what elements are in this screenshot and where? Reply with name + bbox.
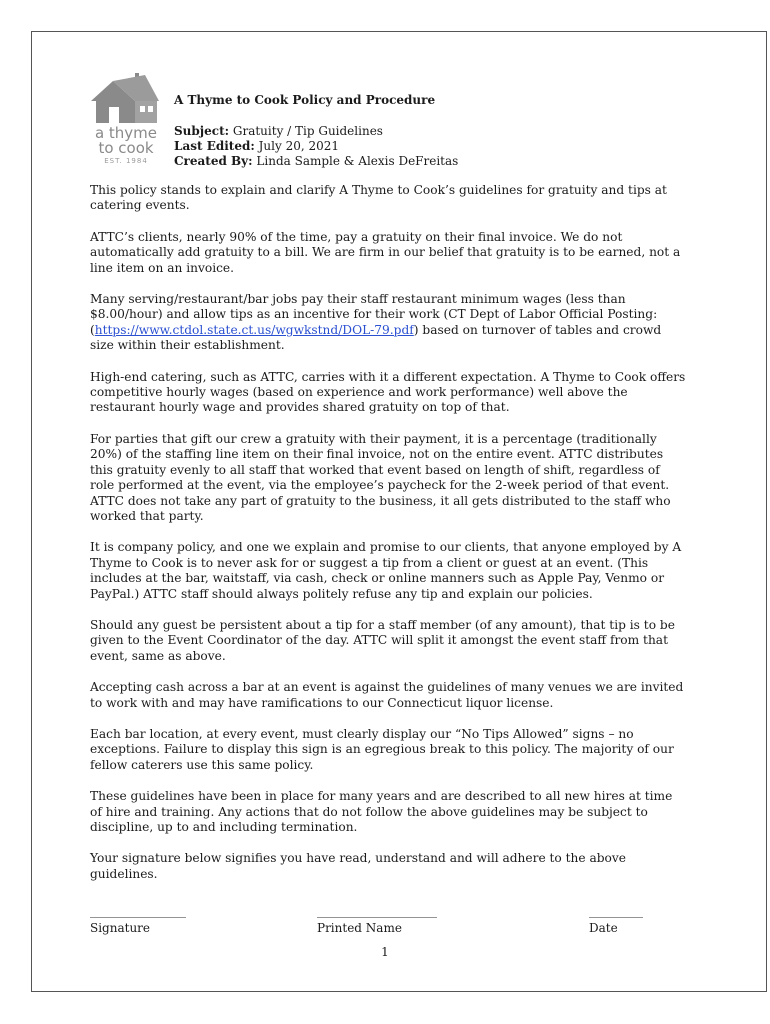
last-edited-label: Last Edited: — [174, 139, 255, 153]
paragraph-text: ) based on turnover of tables and crowd size within their establishment. — [90, 322, 662, 353]
last-edited-value: July 20, 2021 — [258, 139, 340, 153]
date-line[interactable]: _________ — [589, 904, 643, 918]
paragraph-minimum-wage — [90, 292, 686, 354]
paragraph-persistent-guest: Should any guest be persistent about a tip for a staff member (of any amount), that tip is to be given to the Event Coordinator of the day. ATTC will split it amongst the event staff from that event, same as above. — [90, 617, 675, 663]
policy-body — [90, 183, 686, 898]
page-number: 1 — [381, 945, 389, 959]
subject-label: Subject: — [174, 124, 230, 138]
paragraph-clients: ATTC’s clients, nearly 90% of the time, pay a gratuity on their final invoice. We do not automatically add gratuity to a bill. We are firm in our belief that gratuity is to be earned, not a line item on an invoice. — [90, 229, 681, 275]
paragraph-cash-bar: Accepting cash across a bar at an event is against the guidelines of many venues we are invited to work with and may have ramifications to our Connecticut liquor license. — [90, 680, 684, 710]
created-by-line — [174, 154, 458, 169]
dol-posting-link[interactable]: https://www.ctdol.state.ct.us/wgwkstnd/DOL-79.pdf — [94, 322, 414, 337]
logo-wordmark-line2: to cook — [98, 139, 154, 157]
paragraph-acknowledgement: Your signature below signifies you have read, understand and will adhere to the above guidelines. — [90, 851, 626, 881]
printed-name-label: Printed Name — [317, 921, 402, 935]
subject-line — [174, 124, 458, 139]
created-by-value: Linda Sample & Alexis DeFreitas — [256, 154, 459, 168]
signature-line[interactable]: ________________ — [90, 904, 186, 918]
created-by-label: Created By: — [174, 154, 253, 168]
paragraph-gratuity-distribution: For parties that gift our crew a gratuity with their payment, it is a percentage (traditionally 20%) of the staffing line item on their final invoice, not on the entire event. ATTC distributes this gratuity evenly to all staff that worked that event based on length of shift, regardless of role performed at the event, via the employee’s paycheck for the 2-week period of that event. ATTC does not take any part of gratuity to the business, it all gets distributed to the staff who worked that party. — [90, 431, 671, 523]
printed-name-block — [317, 903, 437, 937]
house-logo-icon — [91, 71, 161, 127]
paragraph-discipline: These guidelines have been in place for many years and are described to all new hires at time of hire and training. Any actions that do not follow the above guidelines may be subject to discipline, up to and including termination. — [90, 789, 673, 834]
paragraph-text: Many serving/restaurant/bar jobs pay their staff restaurant minimum wages (less than $8.00/hour) and allow tips as an incentive for their work (CT Dept of Labor Official Posting: ( — [90, 292, 658, 337]
signature-block — [90, 903, 186, 937]
company-logo — [91, 71, 161, 171]
document-header — [174, 93, 458, 169]
signature-label: Signature — [90, 921, 151, 935]
date-block — [589, 903, 643, 937]
date-label: Date — [589, 921, 618, 935]
logo-wordmark-line1: a thyme — [94, 124, 158, 142]
paragraph-signs: Each bar location, at every event, must clearly display our “No Tips Allowed” signs – no exceptions. Failure to display this sign is an egregious break to this policy. The majority of our fellow caterers use this same policy. — [90, 726, 674, 772]
paragraph-high-end: High-end catering, such as ATTC, carries with it a different expectation. A Thyme to Cook offers competitive hourly wages (based on experience and work performance) well above the restaurant hourly wage and provides shared gratuity on top of that. — [90, 369, 686, 415]
last-edited-line — [174, 139, 458, 154]
paragraph-intro: This policy stands to explain and clarify A Thyme to Cook’s guidelines for gratuity and tips at catering events. — [90, 183, 667, 213]
logo-established: EST. 1984 — [104, 157, 148, 165]
printed-name-line[interactable]: ____________________ — [317, 904, 437, 918]
paragraph-no-tip-policy: It is company policy, and one we explain and promise to our clients, that anyone employed by A Thyme to Cook is to never ask for or suggest a tip from a client or guest at an event. (This includes at the bar, waitstaff, via cash, check or online manners such as Apple Pay, Venmo or PayPal.) ATTC staff should always politely refuse any tip and explain our policies. — [90, 540, 682, 601]
subject-value: Gratuity / Tip Guidelines — [232, 124, 383, 138]
document-title: A Thyme to Cook Policy and Procedure — [174, 93, 436, 107]
